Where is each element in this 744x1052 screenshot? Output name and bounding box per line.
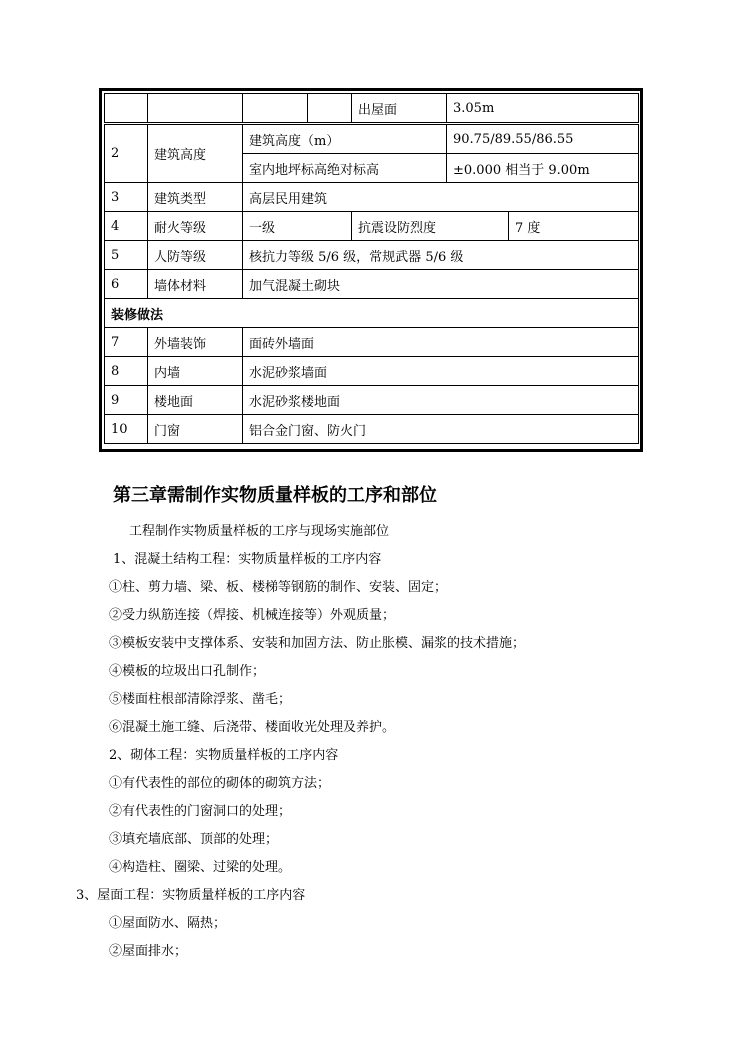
row-label: 抗震设防烈度 xyxy=(352,212,509,241)
row-number: 2 xyxy=(105,125,148,183)
row-number: 9 xyxy=(105,386,148,415)
paragraph-line: ⑤楼面柱根部清除浮浆、凿毛； xyxy=(109,692,292,707)
paragraph-line: 3、屋面工程：实物质量样板的工序内容 xyxy=(76,888,306,903)
table-row xyxy=(105,212,639,241)
paragraph-line: ①有代表性的部位的砌体的砌筑方法； xyxy=(109,776,331,791)
table-row xyxy=(105,241,639,270)
row-number: 10 xyxy=(105,415,148,444)
row-label: 建筑高度（m） xyxy=(243,125,447,154)
row-name: 楼地面 xyxy=(148,386,243,415)
paragraph-line: ③模板安装中支撑体系、安装和加固方法、防止胀模、漏浆的技术措施； xyxy=(109,636,526,651)
row-value: ±0.000 相当于 9.00m xyxy=(447,154,639,183)
paragraph-line: 2、砌体工程：实物质量样板的工序内容 xyxy=(109,748,339,763)
paragraph-line: 工程制作实物质量样板的工序与现场实施部位 xyxy=(129,524,390,539)
row-name: 人防等级 xyxy=(148,241,243,270)
table-cell: 出屋面 xyxy=(352,94,447,123)
table-row xyxy=(105,183,639,212)
paragraph-line: ④模板的垃圾出口孔制作； xyxy=(109,664,266,679)
row-number: 3 xyxy=(105,183,148,212)
row-name: 耐火等级 xyxy=(148,212,243,241)
table-row xyxy=(105,386,639,415)
row-name: 外墙装饰 xyxy=(148,328,243,357)
paragraph-line: ④构造柱、圈梁、过梁的处理。 xyxy=(109,860,292,875)
row-value: 7 度 xyxy=(509,212,639,241)
table-row xyxy=(105,415,639,444)
table-row xyxy=(105,328,639,357)
row-value: 水泥砂浆墙面 xyxy=(243,357,639,386)
row-value: 铝合金门窗、防火门 xyxy=(243,415,639,444)
row-number: 5 xyxy=(105,241,148,270)
row-value: 加气混凝土砌块 xyxy=(243,270,639,299)
row-value: 90.75/89.55/86.55 xyxy=(447,125,639,154)
row-name: 建筑高度 xyxy=(148,125,243,183)
row-name: 内墙 xyxy=(148,357,243,386)
row-value: 核抗力等级 5/6 级，常规武器 5/6 级 xyxy=(243,241,639,270)
table-cell xyxy=(148,94,243,123)
paragraph-line: 1、混凝土结构工程：实物质量样板的工序内容 xyxy=(113,552,382,567)
row-name: 墙体材料 xyxy=(148,270,243,299)
paragraph-line: ⑥混凝土施工缝、后浇带、楼面收光处理及养护。 xyxy=(109,720,396,735)
paragraph-line: ②屋面排水； xyxy=(109,944,188,959)
row-number: 6 xyxy=(105,270,148,299)
row-value: 水泥砂浆楼地面 xyxy=(243,386,639,415)
chapter-title: 第三章需制作实物质量样板的工序和部位 xyxy=(113,485,437,506)
paragraph-line: ②受力纵筋连接（焊接、机械连接等）外观质量； xyxy=(109,608,396,623)
table-row xyxy=(105,357,639,386)
table-cell xyxy=(308,94,352,123)
paragraph-line: ③填充墙底部、顶部的处理； xyxy=(109,832,279,847)
row-number: 8 xyxy=(105,357,148,386)
paragraph-line: ②有代表性的门窗洞口的处理； xyxy=(109,804,292,819)
table-row xyxy=(105,94,639,123)
section-header: 装修做法 xyxy=(105,299,639,328)
row-value: 一级 xyxy=(243,212,352,241)
table-cell: 3.05m xyxy=(447,94,639,123)
row-value: 高层民用建筑 xyxy=(243,183,639,212)
paragraph-line: ①屋面防水、隔热； xyxy=(109,916,227,931)
row-label: 室内地坪标高绝对标高 xyxy=(243,154,447,183)
table-cell xyxy=(243,94,308,123)
row-number: 7 xyxy=(105,328,148,357)
building-info-table xyxy=(99,88,643,452)
table-row xyxy=(105,270,639,299)
row-number: 4 xyxy=(105,212,148,241)
table-cell xyxy=(105,94,148,123)
table-row xyxy=(105,125,639,154)
row-value: 面砖外墙面 xyxy=(243,328,639,357)
row-name: 门窗 xyxy=(148,415,243,444)
row-name: 建筑类型 xyxy=(148,183,243,212)
paragraph-line: ①柱、剪力墙、梁、板、楼梯等钢筋的制作、安装、固定； xyxy=(109,580,448,595)
section-row xyxy=(105,299,639,328)
